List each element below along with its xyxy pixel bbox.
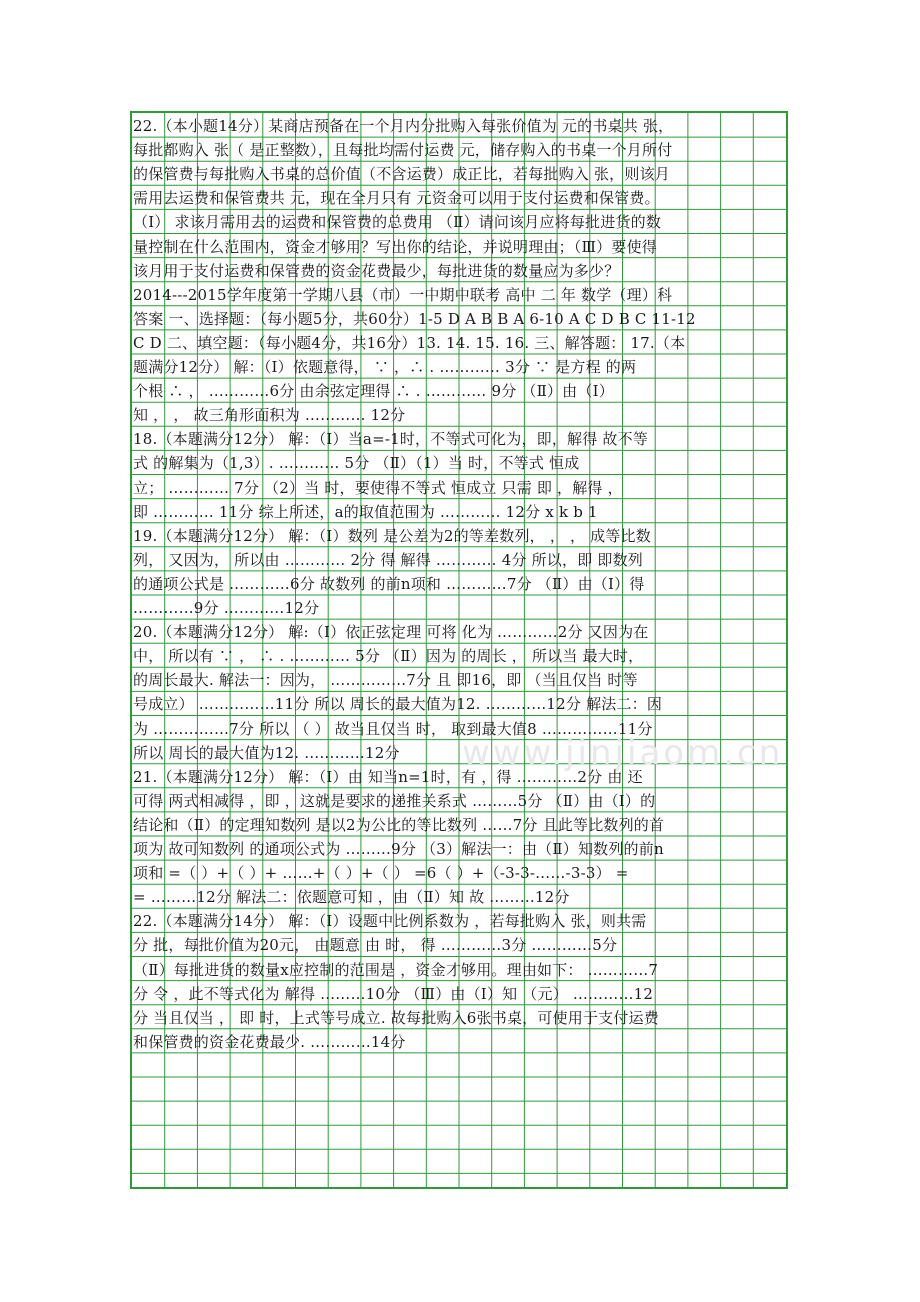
text-line: 项为 故可知数列 的通项公式为 ………9分 （3）解法一：由（Ⅱ）知数列的前n <box>133 840 664 858</box>
text-line: 个根 ∴ ， …………6分 由余弦定理得 ∴ . ………… 9分 （Ⅱ）由（Ⅰ） <box>133 382 614 401</box>
text-line: 结论和（Ⅱ）的定理知数列 是以2为公比的等比数列 ……7分 且此等比数列的首 <box>133 815 665 834</box>
grid-sheet <box>130 111 788 1189</box>
text-line: 项和 =（ ）+（ ）+ ……+（ ）+（ ） =6（ ）+（-3-3-……-3-3） = <box>133 864 629 883</box>
text-line: 该月用于支付运费和保管费的资金花费最少，每批进货的数量应为多少？ <box>133 261 620 280</box>
text-line: 18.（本题满分12分） 解：（Ⅰ）当a=-1时，不等式可化为，即，解得 故不等 <box>133 430 649 449</box>
text-line: 知 ， ， 故三角形面积为 ………… 12分 <box>133 406 406 425</box>
text-line: 分 当且仅当 ， 即 时，上式等号成立. 故每批购入6张书桌，可使用于支付运费 <box>133 1008 659 1027</box>
text-line: 量控制在什么范围内，资金才够用？写出你的结论，并说明理由；（Ⅲ）要使得 <box>133 237 657 256</box>
text-line: 22.（本题满分14分） 解：（Ⅰ）设题中比例系数为 ，若每批购入 张，则共需 <box>133 912 647 931</box>
text-line: 为 ……………7分 所以 （ ） 故当且仅当 时， 取到最大值8 ……………11分 <box>133 719 653 738</box>
text-line: 每批都购入 张（ 是正整数），且每批均需付运费 元，储存购入的书桌一个月所付 <box>133 141 673 160</box>
text-line: 19.（本题满分12分） 解：（Ⅰ）数列 是公差为2的等差数列， ， ， 成等比数 <box>133 526 651 545</box>
text-line: 22.（本小题14分）某商店预备在一个月内分批购入每张价值为 元的书桌共 张， <box>133 117 674 135</box>
text-line: 题满分12分） 解：（Ⅰ）依题意得， ∵ ，∴ . ………… 3分 ∵ 是方程 的两 <box>133 358 637 376</box>
text-line: 的周长最大. 解法一：因为， ……………7分 且 即16，即 （当且仅当 时等 <box>133 671 638 690</box>
text-line: 的保管费与每批购入书桌的总价值（不含运费）成正比，若每批购入 张，则该月 <box>133 165 670 184</box>
text-line: 和保管费的资金花费最少. …………14分 <box>133 1032 406 1051</box>
text-line: （Ⅰ） 求该月需用去的运费和保管费的总费用 （Ⅱ）请问该月应将每批进货的数 <box>133 213 662 232</box>
text-line: 20.（本题满分12分） 解:（Ⅰ）依正弦定理 可将 化为 …………2分 又因为在 <box>133 623 649 642</box>
text-line: 分 令 ，此不等式化为 解得 ………10分 （Ⅲ）由（Ⅰ）知 （元） …………12 <box>133 984 654 1003</box>
text-line: 所以 周长的最大值为12. …………12分 <box>133 743 400 762</box>
text-line: 分 批，每批价值为20元， 由题意 由 时， 得 …………3分 …………5分 <box>133 936 618 955</box>
text-line: 答案 一、选择题：（每小题5分，共60分）1-5 D A B B A 6-10 A C D B C 11-12 <box>133 309 696 328</box>
text-line: 号成立） ……………11分 所以 周长的最大值为12. …………12分 解法二：因 <box>133 695 663 714</box>
text-line: 可得 两式相减得 ，即 ，这就是要求的递推关系式 ………5分 （Ⅱ）由（Ⅰ）的 <box>133 791 656 810</box>
text-line: = ………12分 解法二：依题意可知 ，由（Ⅱ）知 故 ………12分 <box>133 888 570 907</box>
text-line: 21.（本题满分12分） 解：（Ⅰ）由 知当n=1时，有 ，得 …………2分 由 还 <box>133 767 643 786</box>
text-line: 列， 又因为， 所以由 ………… 2分 得 解得 ………… 4分 所以，即 即数列 <box>133 550 643 569</box>
text-line: 即 ………… 11分 综上所述，a的取值范围为 ………… 12分 x k b 1 <box>133 502 598 521</box>
watermark: www.jinjiaom.cn <box>462 733 784 773</box>
text-line: C D 二、填空题：（每小题4分，共16分）13. 14. 15. 16. 三、解答题： 17.（本 <box>133 333 686 352</box>
text-line: 2014---2015学年度第一学期八县（市）一中期中联考 高中 二 年 数学（理）科 <box>133 285 673 304</box>
text-line: 需用去运费和保管费共 元，现在全月只有 元资金可以用于支付运费和保管费。 <box>133 189 660 208</box>
text-line: …………9分 …………12分 <box>133 599 320 617</box>
text-line: 立； ………… 7分 （2）当 时，要使得不等式 恒成立 只需 即 ，解得 ， <box>133 478 623 497</box>
text-line: 式 的解集为（1,3）. ………… 5分 （Ⅱ）（1）当 时，不等式 恒成 <box>133 454 580 473</box>
text-line: （Ⅱ）每批进货的数量x应控制的范围是 ，资金才够用。理由如下： …………7 <box>133 960 659 979</box>
text-line: 中， 所以有 ∵ ， ∴ . ………… 5分 （Ⅱ）因为 的周长 ， 所以当 最大时， <box>133 647 644 666</box>
text-line: 的通项公式是 …………6分 故数列 的前n项和 …………7分 （Ⅱ）由（Ⅰ）得 <box>133 574 645 593</box>
